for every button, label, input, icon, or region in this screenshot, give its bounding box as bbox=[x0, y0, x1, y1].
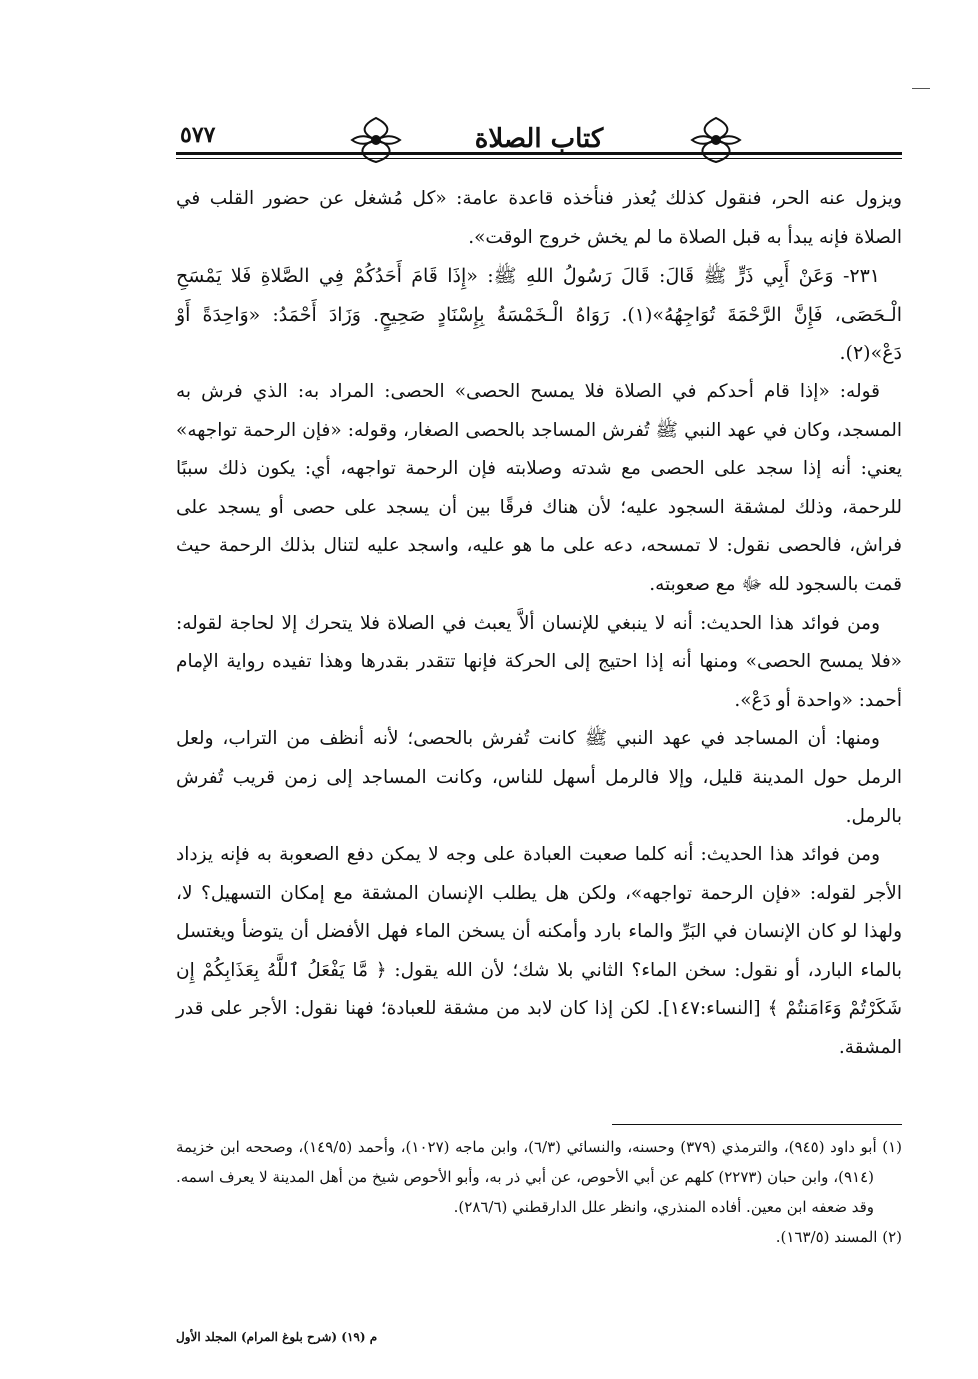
footnote-divider bbox=[612, 1124, 902, 1125]
hadith-paragraph: ٢٣١- وَعَنْ أَبِي ذَرٍّ ﷺ قَالَ: قَالَ رَسُولُ اللهِ ﷺ: «إِذَا قَامَ أَحَدُكُمْ فِي الصَّلاةِ فَلا يَمْسَحِ الْـحَصَى، فَإِنَّ الرَّحْمَةَ تُوَاجِهُهُ»(١). رَوَاهُ الْـخَمْسَةُ بِإِسْنَادٍ صَحِيحٍ. وَزَادَ أَحْمَدُ: «وَاحِدَةً أَوْ دَعْ»(٢). bbox=[176, 265, 902, 365]
header-rule-thin bbox=[176, 158, 902, 159]
header-rule-thick bbox=[176, 152, 902, 155]
paragraph: ويزول عنه الحر، فنقول كذلك يُعذر فنأخذه قاعدة عامة: «كل مُشغل عن حضور القلب في الصلاة فإنه يبدأ به قبل الصلاة ما لم يخش خروج الوقت». bbox=[176, 188, 902, 248]
footnotes bbox=[176, 1132, 902, 1252]
paragraph: ومنها: أن المساجد في عهد النبي ﷺ كانت تُفرش بالحصى؛ لأنه أنظف من التراب، ولعل الرمل حول المدينة قليل، وإلا فالرمل أسهل للناس، وكانت المساجد إلى زمن قريب تُفرش بالرمل. bbox=[176, 728, 902, 827]
chapter-title: كتاب الصلاة bbox=[474, 124, 604, 154]
paragraph: ومن فوائد هذا الحديث: أنه كلما صعبت العبادة على وجه لا يمكن دفع الصعوبة به فإنه يزداد الأجر لقوله: «فإن الرحمة تواجهه»، ولكن هل يطلب الإنسان المشقة مع إمكان التسهيل؟ لا، ولهذا لو كان الإنسان في البَرِّ والماء بارد وأمكنه أن يسخن الماء فهل الأفضل أن يتوضأ ويغتسل بالماء البارد، أو نقول: سخن الماء؟ الثاني بلا شك؛ لأن الله يقول: ﴿ مَّا يَفْعَلُ ٱللَّهُ بِعَذَابِكُمْ إِن شَكَرْتُمْ وَءَامَنتُمْ ﴾ [النساء:١٤٧]. لكن إذا كان لابد من مشقة للعبادة؛ فهنا نقول: الأجر على قدر المشقة. bbox=[176, 844, 902, 1059]
page-signature: م (١٩) (شرح بلوغ المرام) المجلد الأول bbox=[176, 1330, 378, 1344]
footnote-2: (٢) المسند (١٦٣/٥). bbox=[775, 1228, 902, 1246]
main-text bbox=[176, 180, 902, 1068]
page-number: ٥٧٧ bbox=[180, 122, 216, 148]
paragraph: قوله: «إذا قام أحدكم في الصلاة فلا يمسح الحصى» الحصى: المراد به: الذي فرش به المسجد، وكان في عهد النبي ﷺ تُفرش المساجد بالحصى الصغار، وقوله: «فإن الرحمة تواجهه» يعني: أنه إذا سجد على الحصى مع شدته وصلابته فإن الرحمة تواجهه، أي: يكون ذلك سببًا للرحمة، وذلك لمشقة السجود عليه؛ لأن هناك فرقًا بين أن يسجد على حصى أو يسجد على فراش، فالحصى نقول: لا تمسحه، دعه على ما هو عليه، واسجد عليه لتنال بذلك الرحمة حيث قمت بالسجود لله ﷻ مع صعوبته. bbox=[176, 380, 902, 595]
corner-mark bbox=[912, 88, 930, 89]
paragraph: ومن فوائد هذا الحديث: أنه لا ينبغي للإنسان ألاَّ يعبث في الصلاة فلا يتحرك إلا لحاجة لقوله: «فلا يمسح الحصى» ومنها أنه إذا احتيج إلى الحركة فإنها تتقدر بقدرها وهذا تفيده رواية الإمام أحمد: «واحدة أو دَعْ». bbox=[176, 612, 902, 711]
page-header bbox=[176, 112, 902, 172]
footnote-1: (١) أبو داود (٩٤٥)، والترمذي (٣٧٩) وحسنه، والنسائي (٦/٣)، وابن ماجه (١٠٢٧)، وأحمد (١٤٩/٥)، وصححه ابن خزيمة (٩١٤)، وابن حبان (٢٢٧٣) كلهم عن أبي الأحوص، عن أبي ذر به، وأبو الأحوص شيخ من أهل المدينة لا يعرف اسمه. وقد ضعفه ابن معين. أفاده المنذري، وانظر علل الدارقطني (٢٨٦/٦). bbox=[176, 1138, 903, 1216]
